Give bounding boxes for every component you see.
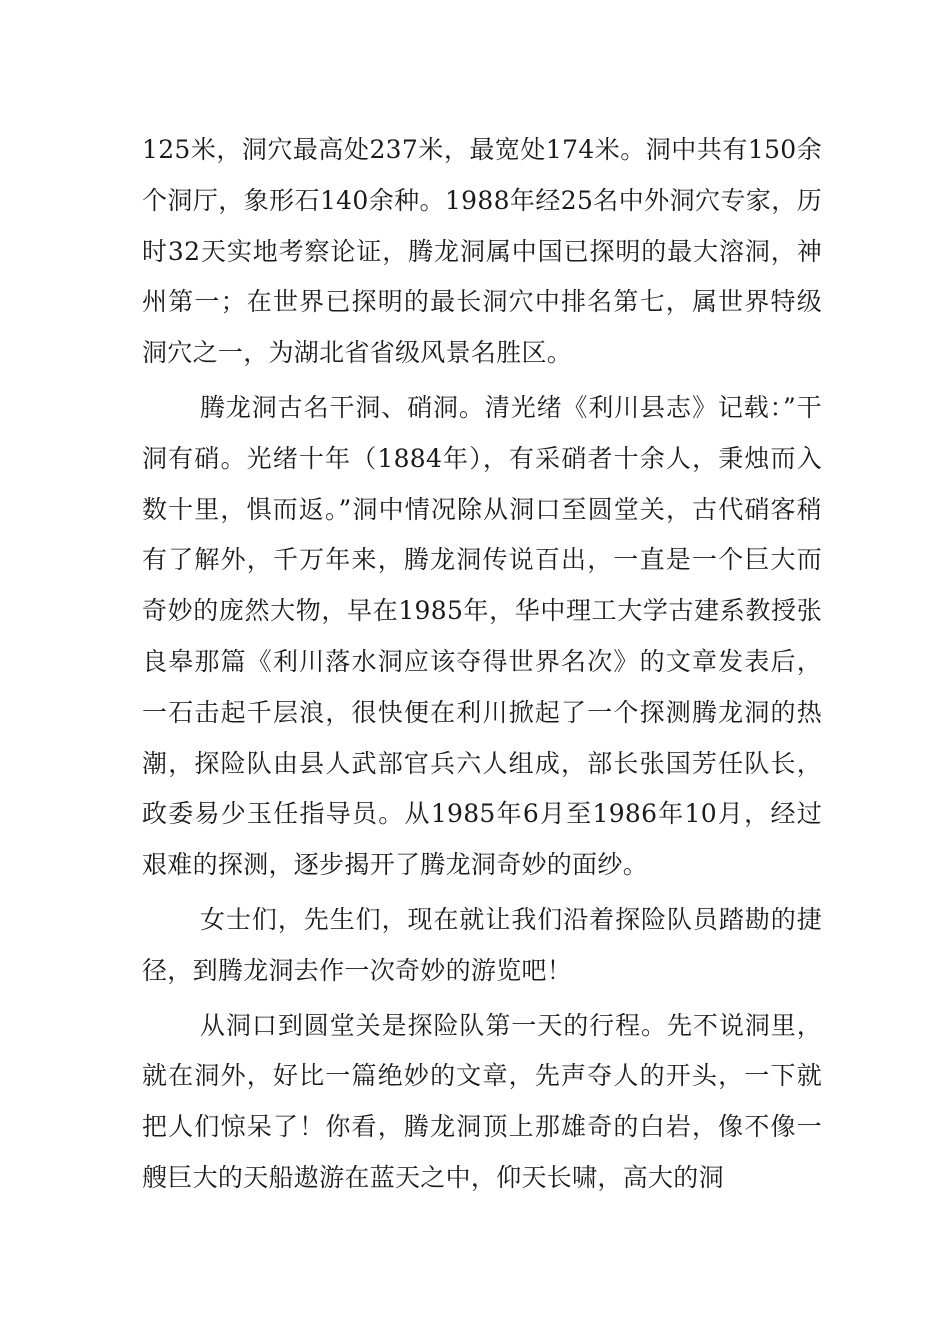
paragraph-3: 女士们，先生们，现在就让我们沿着探险队员踏勘的捷径，到腾龙洞去作一次奇妙的游览吧！ bbox=[142, 904, 822, 985]
paragraph-2: 腾龙洞古名干洞、硝洞。清光绪《利川县志》记载：”干洞有硝。光绪十年（1884年），有采硝者十余人，秉烛而入数十里，惧而返。”洞中情况除从洞口至圆堂关，古代硝客稍有了解外，千万年来，腾龙洞传说百出，一直是一个巨大而奇妙的庞然大物，早在1985年，华中理工大学古建系教授张良皋那篇《利川落水洞应该夺得世界名次》的文章发表后，一石击起千层浪，很快便在利川掀起了一个探测腾龙洞的热潮，探险队由县人武部官兵六人组成，部长张国芳任队长，政委易少玉任指导员。从1985年6月至1986年10月，经过艰难的探测，逐步揭开了腾龙洞奇妙的面纱。 bbox=[142, 392, 822, 880]
paragraph-1: 125米，洞穴最高处237米，最宽处174米。洞中共有150余个洞厅，象形石140余种。1988年经25名中外洞穴专家，历时32天实地考察论证，腾龙洞属中国已探明的最大溶洞，神州第一；在世界已探明的最长洞穴中排名第七，属世界特级洞穴之一，为湖北省省级风景名胜区。 bbox=[142, 135, 822, 368]
paragraph-4: 从洞口到圆堂关是探险队第一天的行程。先不说洞里，就在洞外，好比一篇绝妙的文章，先声夺人的开头，一下就把人们惊呆了！你看，腾龙洞顶上那雄奇的白岩，像不像一艘巨大的天船遨游在蓝天之中，仰天长啸，高大的洞 bbox=[142, 1010, 822, 1192]
document-body bbox=[142, 125, 822, 1208]
